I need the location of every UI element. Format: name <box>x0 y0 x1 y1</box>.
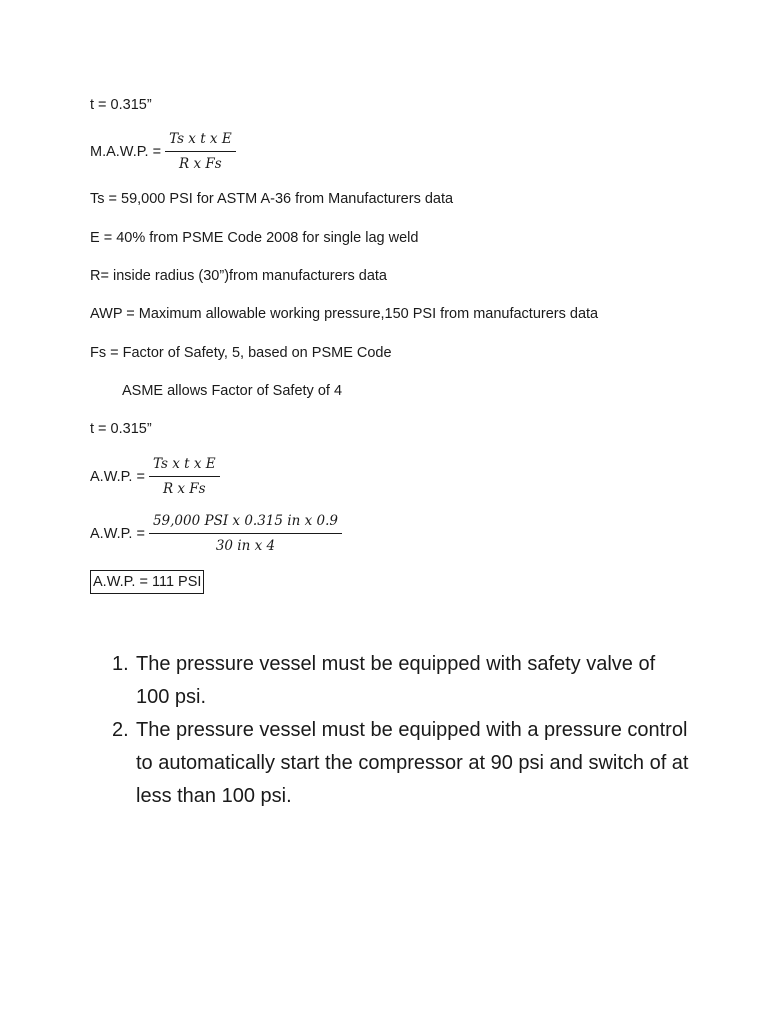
list-item <box>112 714 692 813</box>
awp-numerator: Ts x t x E <box>152 456 216 472</box>
list-item-number: 2. <box>112 719 129 741</box>
fs-definition: Fs = Factor of Safety, 5, based on PSME Code <box>90 345 392 361</box>
thickness-line-2: t = 0.315” <box>90 421 152 437</box>
awp-calc-numerator: 59,000 PSI x 0.315 in x 0.9 <box>152 513 338 529</box>
mawp-fraction <box>165 130 236 173</box>
list-item-text: The pressure vessel must be equipped with a pressure control to automatically start the compressor at 90 psi and switch of at less than 100 psi. <box>136 719 689 807</box>
thickness-line: t = 0.315” <box>90 97 152 113</box>
r-definition: R= inside radius (30”)from manufacturers data <box>90 268 387 284</box>
awp-label: A.W.P. = <box>90 468 145 485</box>
awp-calc-label: A.W.P. = <box>90 525 145 542</box>
awp-calc-denominator: 30 in x 4 <box>215 538 276 554</box>
e-definition: E = 40% from PSME Code 2008 for single lag weld <box>90 230 419 246</box>
ts-definition: Ts = 59,000 PSI for ASTM A-36 from Manufacturers data <box>90 191 454 207</box>
awp-formula <box>90 455 220 498</box>
list-item <box>112 648 692 714</box>
awp-calculation <box>90 512 342 555</box>
mawp-numerator: Ts x t x E <box>169 131 232 147</box>
mawp-formula <box>90 130 236 173</box>
awp-fraction <box>149 455 220 498</box>
mawp-denominator: R x Fs <box>179 156 222 172</box>
awp-calc-fraction <box>149 512 342 555</box>
requirements-list <box>112 648 692 813</box>
mawp-label: M.A.W.P. = <box>90 143 162 160</box>
asme-note: ASME allows Factor of Safety of 4 <box>122 383 343 399</box>
awp-result-box: A.W.P. = 111 PSI <box>90 570 204 594</box>
list-item-text: The pressure vessel must be equipped with safety valve of 100 psi. <box>136 653 656 708</box>
list-item-number: 1. <box>112 653 129 675</box>
awp-definition: AWP = Maximum allowable working pressure,150 PSI from manufacturers data <box>90 306 599 322</box>
awp-denominator: R x Fs <box>162 481 206 497</box>
